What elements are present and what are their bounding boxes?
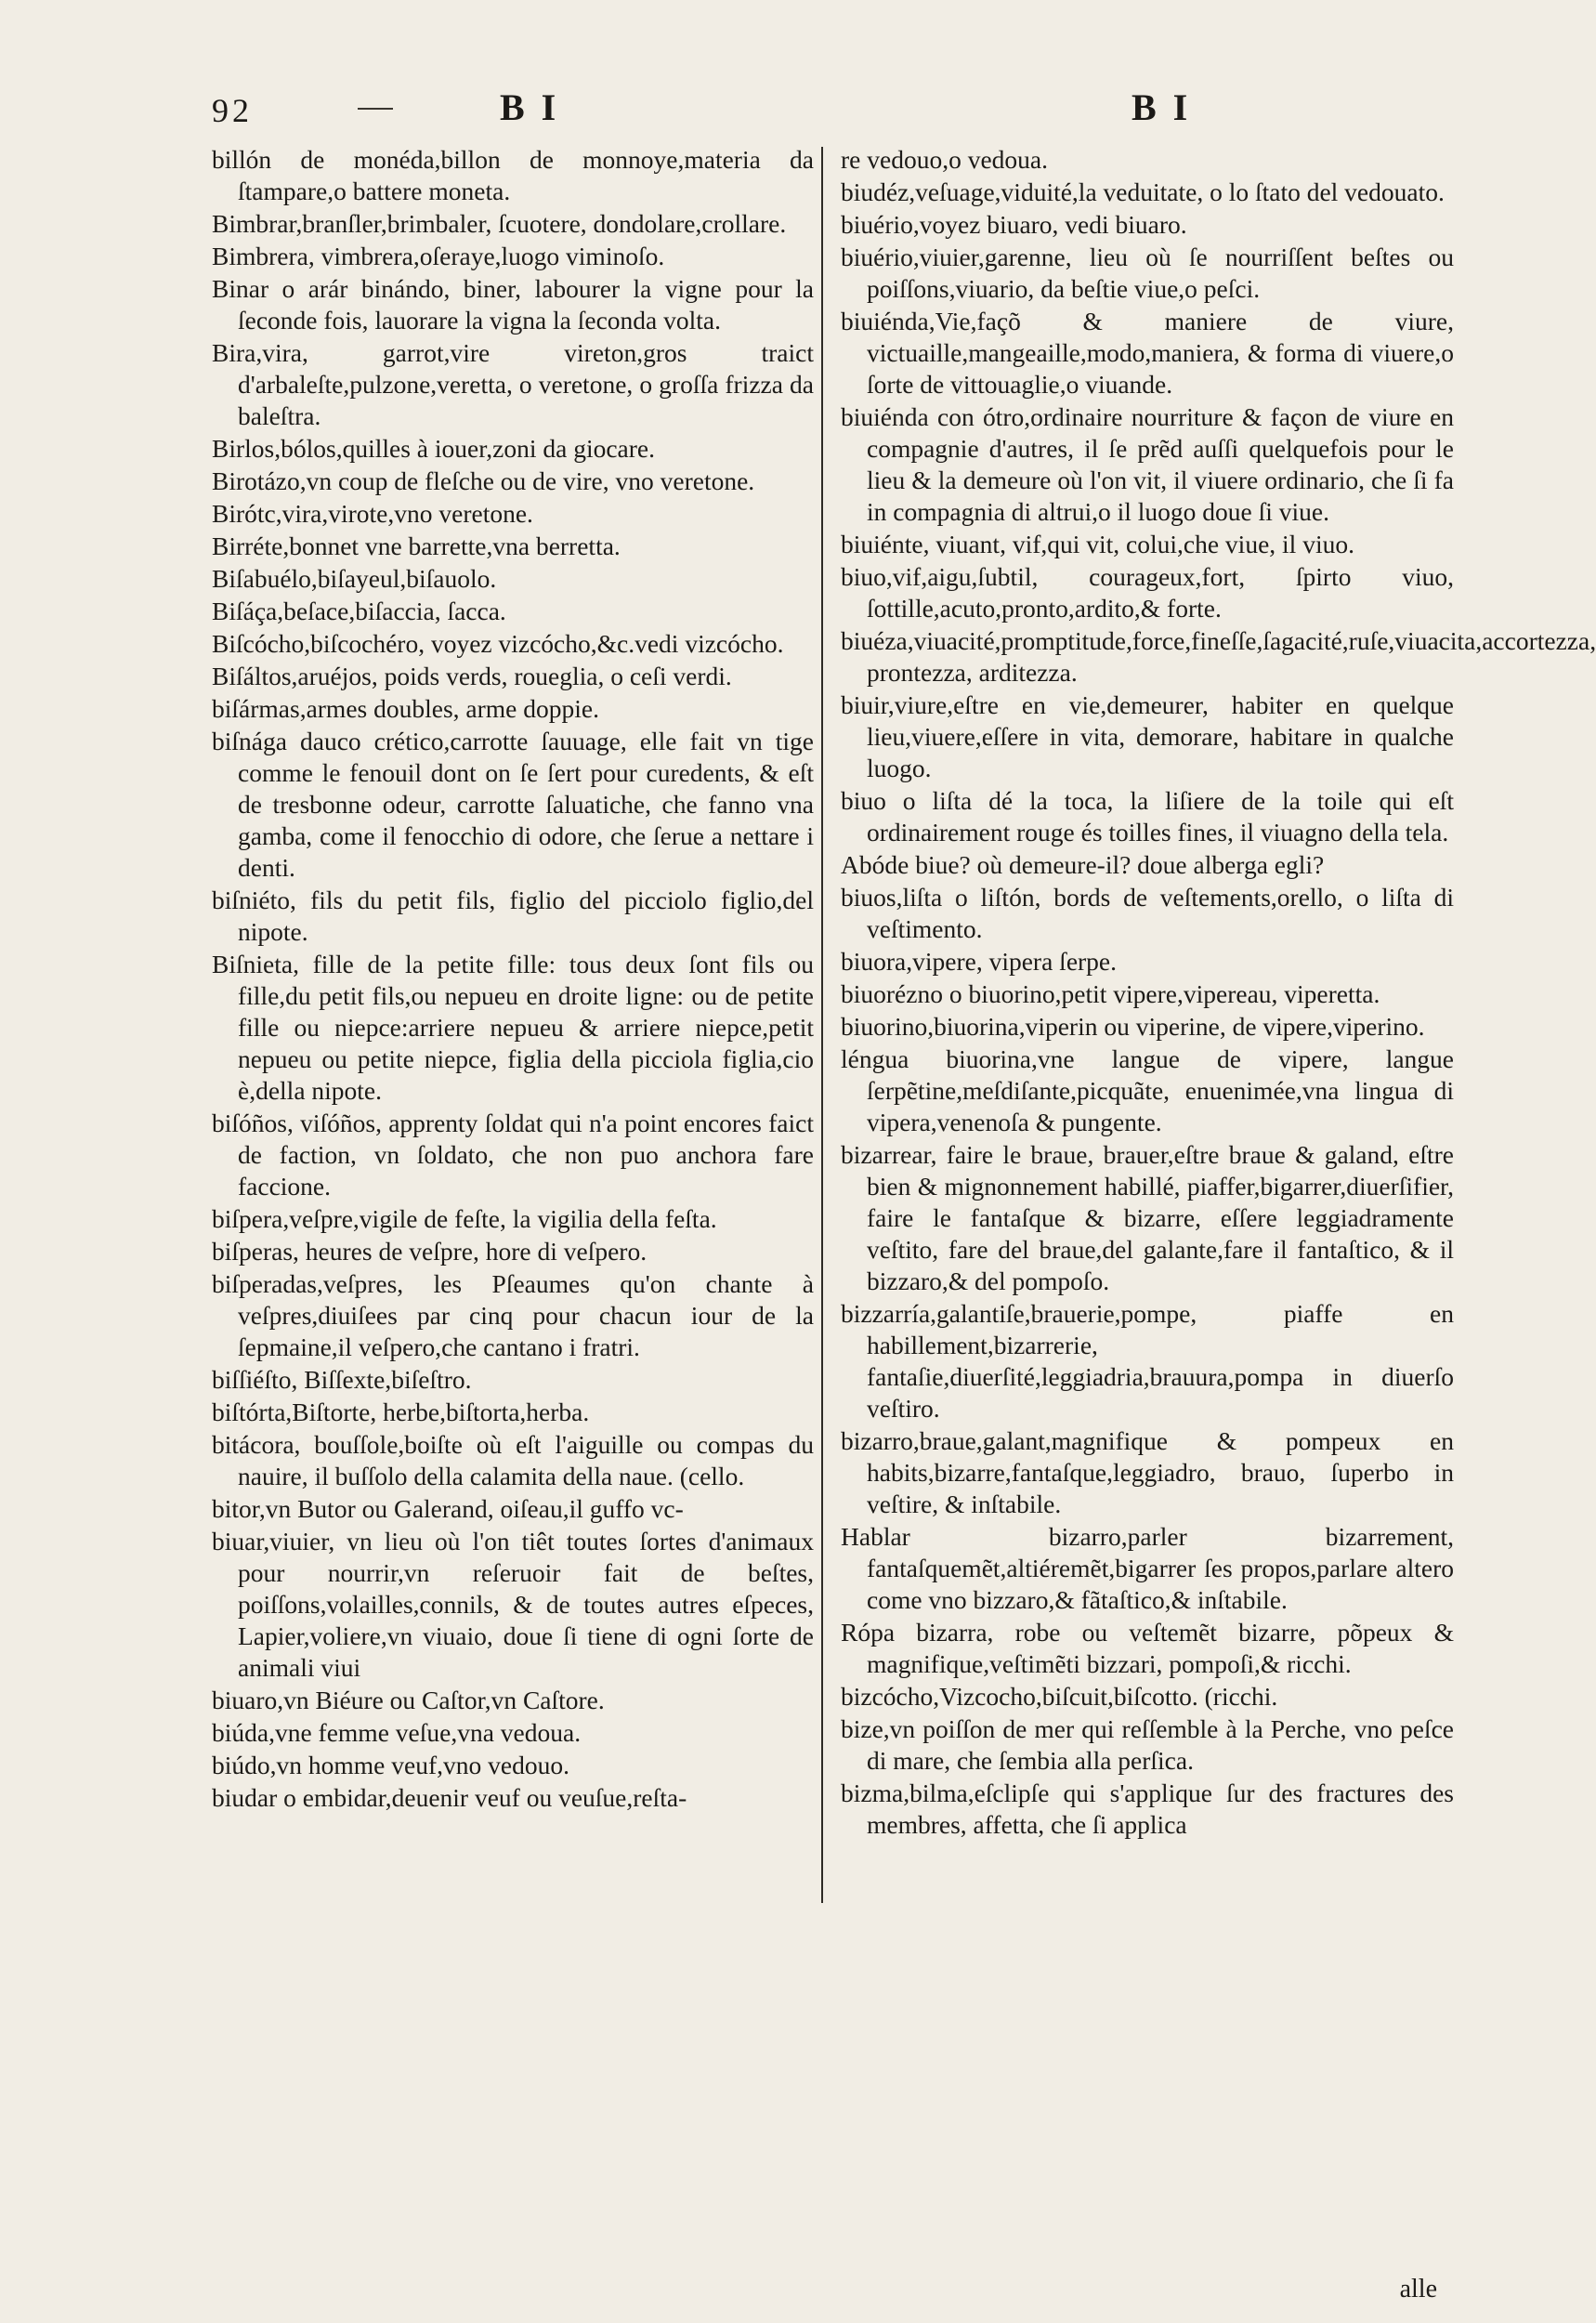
dictionary-entry: biuora,vipere, vipera ſerpe. — [841, 947, 1118, 976]
dictionary-entry: Hablar bizarro,parler bizarrement, fantaſquemẽt,altiéremẽt,bigarrer ſes propos,parlare altero come vno bizzaro,& fãtaſtico,& inſtabile. — [841, 1522, 1454, 1614]
right-running-head: B I — [1132, 86, 1192, 128]
dictionary-entry: bizzarría,galantiſe,brauerie,pompe, piaffe en habillement,bizarrerie, fantaſie,diuerſité,leggiadria,brauura,pompa in diuerſo veſtiro. — [841, 1299, 1454, 1423]
dictionary-entry: biudar o embidar,deuenir veuf ou veuſue,reſta- — [212, 1783, 687, 1812]
dictionary-entry: biſármas,armes doubles, arme doppie. — [212, 694, 599, 723]
dictionary-entry: bitácora, bouſſole,boiſte où eſt l'aiguille ou compas du nauire, il buſſolo della calamita della naue. (cello. — [212, 1430, 814, 1490]
dictionary-entry: bize,vn poiſſon de mer qui reſſemble à la Perche, vno peſce di mare, che ſembia alla perſica. — [841, 1714, 1454, 1775]
header-ornament — [358, 108, 393, 110]
catchword: alle — [1399, 2275, 1437, 2303]
left-running-head: B I — [500, 86, 560, 128]
dictionary-entry: billón de monéda,billon de monnoye,materia da ſtampare,o battere moneta. — [212, 145, 814, 205]
dictionary-entry: biúdo,vn homme veuf,vno vedouo. — [212, 1751, 569, 1779]
dictionary-entry: biſpera,veſpre,vigile de feſte, la vigilia della feſta. — [212, 1204, 717, 1233]
dictionary-entry: léngua biuorina,vne langue de vipere, langue ſerpẽtine,meſdiſante,picquãte, enuenimée,vna lingua di vipera,venenoſa & pungente. — [841, 1044, 1454, 1136]
dictionary-entry: biſperadas,veſpres, les Pſeaumes qu'on chante à veſpres,diuiſees par cinq pour chacun iour de la ſepmaine,il veſpero,che cantano i fratri. — [212, 1269, 814, 1361]
dictionary-entry: Bimbrera, vimbrera,oſeraye,luogo viminoſo. — [212, 242, 665, 270]
dictionary-entry: Biſcócho,biſcochéro, voyez vizcócho,&c.vedi vizcócho. — [212, 629, 784, 658]
dictionary-entry: Binar o arár binándo, biner, labourer la vigne pour la ſeconde fois, lauorare la vigna la ſeconda volta. — [212, 274, 814, 335]
dictionary-entry: biſniéto, fils du petit fils, figlio del picciolo figlio,del nipote. — [212, 886, 814, 946]
dictionary-entry: Birlos,bólos,quilles à iouer,zoni da giocare. — [212, 434, 655, 463]
dictionary-entry: biudéz,veſuage,viduité,la veduitate, o lo ſtato del vedouato. — [841, 177, 1445, 206]
dictionary-entry: Rópa bizarra, robe ou veſtemẽt bizarre, põpeux & magnifique,veſtimẽti bizzari, pompoſi,& ricchi. — [841, 1618, 1454, 1678]
dictionary-entry: Biſnieta, fille de la petite fille: tous deux ſont fils ou fille,du petit fils,ou nepueu en droite ligne: ou de petite fille ou niepce:arriere nepueu & arriere niepce,petit nepueu ou petite niepce, figlia della picciola figlia,cio è,della nipote. — [212, 950, 814, 1105]
dictionary-entry: biuéza,viuacité,promptitude,force,fineſſe,ſagacité,ruſe,viuacita,accortezza, prontezza, arditezza. — [841, 626, 1596, 687]
dictionary-entry: biuir,viure,eſtre en vie,demeurer, habiter en quelque lieu,viuere,eſſere in vita, demorare, habitare in qualche luogo. — [841, 690, 1454, 782]
dictionary-entry: biſperas, heures de veſpre, hore di veſpero. — [212, 1237, 648, 1266]
left-column — [212, 144, 814, 1815]
dictionary-entry: bizarrear, faire le braue, brauer,eſtre braue & galand, eſtre bien & mignonnement habillé, piaffer,bigarrer,diuerſifier, faire le fantaſque & bizarre, eſſere leggiadramente veſtito, fare del braue,del galante,fare il fantaſtico, & il bizzaro,& del pompoſo. — [841, 1140, 1454, 1295]
dictionary-entry: biuos,liſta o liſtón, bords de veſtements,orello, o liſta di veſtimento. — [841, 883, 1454, 943]
dictionary-entry: biuar,viuier, vn lieu où l'on tiêt toutes ſortes d'animaux pour nourrir,vn reſeruoir fait de beſtes, poiſſons,volailles,connils, & de toutes autres eſpeces, Lapier,voliere,vn viuaio, doue ſi tiene di ogni ſorte de animali viui — [212, 1527, 814, 1682]
dictionary-entry: bizma,bilma,eſclipſe qui s'applique ſur des fractures des membres, affetta, che ſi applica — [841, 1778, 1454, 1839]
dictionary-entry: biſſiéſto, Biſſexte,biſeſtro. — [212, 1365, 472, 1394]
dictionary-entry: re vedouo,o vedoua. — [841, 145, 1048, 174]
dictionary-entry: bizcócho,Vizcocho,biſcuit,biſcotto. (ricchi. — [841, 1682, 1278, 1711]
dictionary-entry: Biſabuélo,biſayeul,biſauolo. — [212, 564, 497, 593]
dictionary-entry: biuiénda,Vie,façõ & maniere de viure, victuaille,mangeaille,modo,maniera, & forma di viuere,o ſorte de vittouaglie,o viuande. — [841, 307, 1454, 399]
dictionary-entry: biuério,viuier,garenne, lieu où ſe nourriſſent beſtes ou poiſſons,viuario, da beſtie viue,o peſci. — [841, 243, 1454, 303]
dictionary-entry: biuaro,vn Biéure ou Caſtor,vn Caſtore. — [212, 1686, 605, 1714]
dictionary-entry: Birótc,vira,virote,vno veretone. — [212, 499, 533, 528]
dictionary-entry: biuo,vif,aigu,ſubtil, courageux,fort, ſpirto viuo, ſottille,acuto,pronto,ardito,& forte. — [841, 562, 1454, 623]
dictionary-entry: Abóde biue? où demeure-il? doue alberga egli? — [841, 850, 1325, 879]
dictionary-entry: Bira,vira, garrot,vire vireton,gros traict d'arbaleſte,pulzone,veretta, o veretone, o groſſa frizza da baleſtra. — [212, 338, 814, 430]
dictionary-entry: biſnága dauco crético,carrotte ſauuage, elle fait vn tige comme le fenouil dont on ſe ſert pour curedents, & eſt de tresbonne odeur, carrotte ſaluatiche, che fanno vna gamba, come il fenocchio di odore, che ſerue a nettare i denti. — [212, 727, 814, 882]
dictionary-entry: biuorézno o biuorino,petit vipere,vipereau, viperetta. — [841, 979, 1380, 1008]
dictionary-entry: Birréte,bonnet vne barrette,vna berretta. — [212, 532, 621, 560]
right-column — [841, 144, 1596, 1842]
dictionary-entry: biſóños, viſóños, apprenty ſoldat qui n'a point encores faict de faction, vn ſoldato, che non puo anchora fare faccione. — [212, 1109, 814, 1201]
dictionary-entry: Birotázo,vn coup de fleſche ou de vire, vno veretone. — [212, 466, 755, 495]
dictionary-entry: biuiénte, viuant, vif,qui vit, colui,che viue, il viuo. — [841, 530, 1354, 558]
column-divider — [821, 147, 823, 1903]
dictionary-entry: bitor,vn Butor ou Galerand, oiſeau,il guffo vc- — [212, 1494, 684, 1523]
dictionary-entry: Bimbrar,branſler,brimbaler, ſcuotere, dondolare,crollare. — [212, 209, 787, 238]
dictionary-entry: bizarro,braue,galant,magnifique & pompeux en habits,bizarre,fantaſque,leggiadro, brauo, ſuperbo in veſtire, & inſtabile. — [841, 1426, 1454, 1518]
dictionary-entry: biuério,voyez biuaro, vedi biuaro. — [841, 210, 1187, 239]
dictionary-entry: biuo o liſta dé la toca, la liſiere de la toile qui eſt ordinairement rouge és toilles fines, il viuagno della tela. — [841, 786, 1454, 847]
page-number: 92 — [212, 92, 253, 129]
page-header — [0, 85, 1459, 141]
dictionary-entry: biúda,vne femme veſue,vna vedoua. — [212, 1718, 582, 1747]
dictionary-entry: biſtórta,Biſtorte, herbe,biſtorta,herba. — [212, 1398, 590, 1426]
dictionary-entry: Biſáltos,aruéjos, poids verds, roueglia, o ceſi verdi. — [212, 662, 732, 690]
dictionary-entry: Biſáça,beſace,biſaccia, ſacca. — [212, 597, 506, 625]
dictionary-entry: biuorino,biuorina,viperin ou viperine, de vipere,viperino. — [841, 1012, 1425, 1041]
dictionary-entry: biuiénda con ótro,ordinaire nourriture & façon de viure en compagnie d'autres, il ſe prẽd auſſi quelquefois pour le lieu & la demeure où l'on vit, il viuere ordinario, che ſi fa in compagnia di altrui,o il luogo doue ſi viue. — [841, 402, 1454, 526]
